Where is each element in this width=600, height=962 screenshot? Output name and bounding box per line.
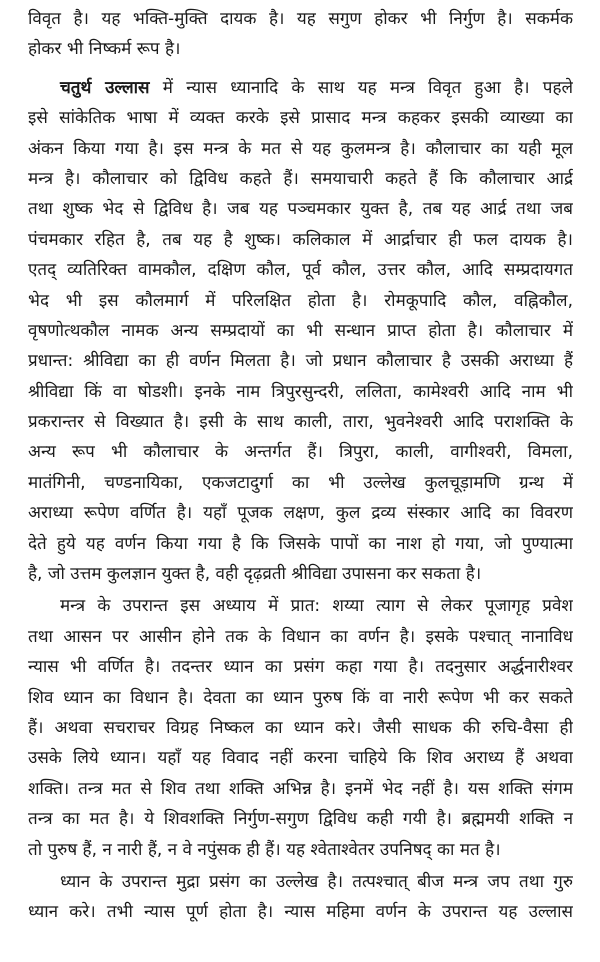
text-line bbox=[28, 73, 573, 103]
text-line: उसके लिये ध्यान। यहाँ यह विवाद नहीं करना चाहिये कि शिव अराध्य हैं अथवा bbox=[28, 748, 573, 769]
paragraph-1 bbox=[28, 4, 573, 65]
text-line: तो पुरुष हैं, न नारी हैं, न वे नपुंसक ही हैं। यह श्वेताश्वेतर उपनिषद् का मत है। bbox=[28, 839, 501, 860]
text-line: देते हुये यह वर्णन किया गया है कि जिसके पापों का नाश हो गया, जो पुण्यात्मा bbox=[28, 533, 573, 554]
text-line: भेद भी इस कौलमार्ग में परिलक्षित होता है। रोमकूपादि कौल, वह्निकौल, bbox=[28, 290, 573, 311]
text-line: तथा आसन पर आसीन होने तक के विधान का वर्णन है। इसके पश्चात् नानाविध bbox=[28, 626, 573, 647]
paragraph-3 bbox=[28, 591, 573, 865]
text-line: है, जो उत्तम कुलज्ञान युक्त है, वही दृढ़व्रती श्रीविद्या उपासना कर सकता है। bbox=[28, 564, 482, 585]
text-line: वृषणोत्थकौल नामक अन्य सम्प्रदायों का भी सन्धान प्राप्त होता है। कौलाचार में bbox=[28, 320, 573, 341]
text-line: इसे सांकेतिक भाषा में व्यक्त करके इसे प्रासाद मन्त्र कहकर इसकी व्याख्या का bbox=[28, 108, 573, 129]
bold-heading-chaturth-ullas: चतुर्थ उल्लास bbox=[60, 77, 150, 98]
text-line: अराध्या रूपेण वर्णित है। यहाँ पूजक लक्षण, कुल द्रव्य संस्कार आदि का विवरण bbox=[28, 503, 573, 524]
text-span: में न्यास ध्यानादि के साथ यह मन्त्र विवृत हुआ है। पहले bbox=[149, 77, 573, 98]
text-line: मन्त्र के उपरान्त इस अध्याय में प्रात: शय्या त्याग से लेकर पूजागृह प्रवेश bbox=[60, 596, 573, 617]
text-line: तथा शुष्क भेद से द्विविध है। जब यह पञ्चमकार युक्त है, तब यह आर्द्र तथा जब bbox=[28, 199, 573, 220]
paragraph-4 bbox=[28, 867, 573, 928]
text-line: शक्ति। तन्त्र मत से शिव तथा शक्ति अभिन्न है। इनमें भेद नहीं है। यस शक्ति संगम bbox=[28, 778, 573, 799]
text-line: मातंगिनी, चण्डनायिका, एकजटादुर्गा का भी उल्लेख कुलचूड़ामणि ग्रन्थ में bbox=[28, 472, 573, 493]
text-line: अन्य रूप भी कौलाचार के अन्तर्गत हैं। त्रिपुरा, काली, वागीश्वरी, विमला, bbox=[28, 442, 573, 463]
text-line: हैं। अथवा सचराचर विग्रह निष्कल का ध्यान करे। जैसी साधक की रुचि-वैसा ही bbox=[28, 717, 573, 738]
text-line: एतद् व्यतिरिक्त वामकौल, दक्षिण कौल, पूर्व कौल, उत्तर कौल, आदि सम्प्रदायगत bbox=[28, 260, 573, 281]
text-line: मन्त्र है। कौलाचार को द्विविध कहते हैं। समयाचारी कहते हैं कि कौलाचार आर्द्र bbox=[28, 168, 573, 189]
paragraph-2 bbox=[28, 73, 573, 590]
document-page bbox=[28, 4, 573, 928]
text-line: विवृत है। यह भक्ति-मुक्ति दायक है। यह सगुण होकर भी निर्गुण है। सकर्मक bbox=[28, 9, 573, 29]
text-line: ध्यान करे। तभी न्यास पूर्ण होता है। न्यास महिमा वर्णन के उपरान्त यह उल्लास bbox=[28, 902, 573, 923]
text-line: श्रीविद्या किं वा षोडशी। इनके नाम त्रिपुरसुन्दरी, ललिता, कामेश्वरी आदि नाम भी bbox=[28, 381, 573, 402]
text-line: न्यास भी वर्णित है। तदन्तर ध्यान का प्रसंग कहा गया है। तदनुसार अर्द्धनारीश्वर bbox=[28, 657, 573, 678]
text-line: प्रधान्त: श्रीविद्या का ही वर्णन मिलता है। जो प्रधान कौलाचार है उसकी अराध्या हैं bbox=[28, 351, 573, 372]
text-line: शिव ध्यान का विधान है। देवता का ध्यान पुरुष किं वा नारी रूपेण भी कर सकते bbox=[28, 687, 573, 708]
text-line: पंचमकार रहित है, तब यह है शुष्क। कलिकाल में आर्द्राचार ही फल दायक है। bbox=[28, 229, 573, 250]
text-line: ध्यान के उपरान्त मुद्रा प्रसंग का उल्लेख है। तत्पश्चात् बीज मन्त्र जप तथा गुरु bbox=[60, 871, 573, 892]
text-line: अंकन किया गया है। इस मन्त्र के मत से यह कुलमन्त्र है। कौलाचार का यही मूल bbox=[28, 138, 573, 159]
text-line: होकर भी निष्कर्म रूप है। bbox=[28, 39, 181, 60]
text-line: प्रकरान्तर से विख्यात है। इसी के साथ काली, तारा, भुवनेश्वरी आदि पराशक्ति के bbox=[28, 412, 573, 433]
text-line: तन्त्र का मत है। ये शिवशक्ति निर्गुण-सगुण द्विविध कही गयी है। ब्रह्ममयी शक्ति न bbox=[28, 809, 573, 830]
